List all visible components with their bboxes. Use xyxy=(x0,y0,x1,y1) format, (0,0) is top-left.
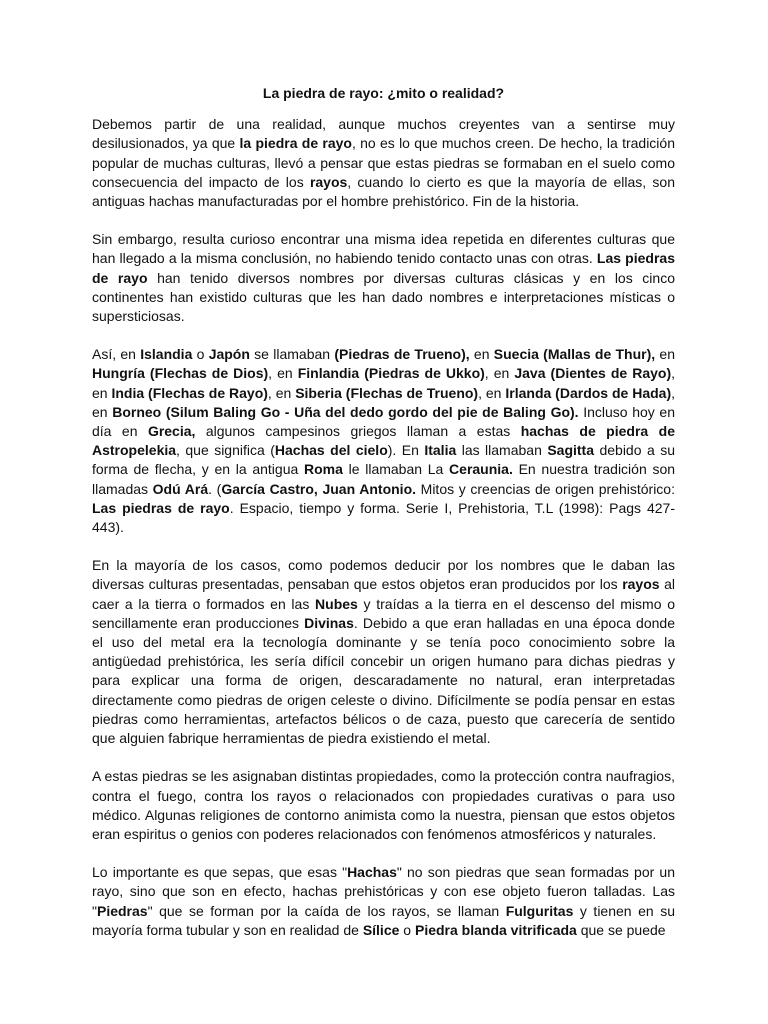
text-run: las llamaban xyxy=(456,442,548,459)
text-run: En la mayoría de los casos, como podemos deducir por los nombres que le daban las diversas culturas presentadas, pensaban que estos objetos eran producidos por los xyxy=(92,557,675,593)
bold-text: Hachas xyxy=(347,864,397,881)
text-run: Mitos y creencias de origen prehistórico: xyxy=(416,480,675,497)
text-run: , en xyxy=(92,384,676,420)
text-run: , no es lo que muchos creen. De hecho, la tradición popular de muchas culturas, llevó a pensar que estas piedras se formaban en el suelo como consecuencia del impacto de los xyxy=(92,135,675,190)
body-paragraph xyxy=(92,767,675,844)
text-run: , cuando lo cierto es que la mayoría de ellas, son antiguas hachas manufacturadas por el hombre prehistórico. Fin de la historia. xyxy=(92,173,675,210)
text-run: Incluso hoy en día en xyxy=(92,403,675,440)
bold-text: Piedra blanda vitrificada xyxy=(414,921,577,938)
text-run: . ( xyxy=(208,480,222,497)
text-run: que se puede xyxy=(576,921,666,938)
text-run: y tienen en su mayoría forma tubular y son en realidad de xyxy=(92,902,675,938)
text-run: Debemos partir de una realidad, aunque muchos creyentes van a sentirse muy desilusionados, ya que xyxy=(92,116,675,152)
text-run: En nuestra tradición son llamadas xyxy=(92,461,676,497)
text-run: en xyxy=(655,346,675,363)
bold-text: Java (Dientes de Rayo) xyxy=(514,365,672,382)
text-run: ). En xyxy=(387,442,425,459)
bold-text: Sagitta xyxy=(547,442,595,459)
bold-text: Finlandia (Piedras de Ukko) xyxy=(297,365,485,382)
bold-text: Hungría (Flechas de Dios) xyxy=(92,365,269,382)
bold-text: Divinas xyxy=(304,614,354,631)
bold-text: rayos xyxy=(309,173,348,190)
bold-text: Roma xyxy=(304,461,343,478)
text-run: al caer a la tierra o formados en las xyxy=(92,576,675,612)
bold-text: Fulguritas xyxy=(505,902,574,919)
bold-text: Siberia (Flechas de Trueno) xyxy=(295,384,479,401)
text-run: algunos campesinos griegos llaman a estas xyxy=(195,423,521,440)
body-paragraph xyxy=(92,556,675,748)
text-run: se llamaban xyxy=(249,346,335,363)
text-run: o xyxy=(192,346,209,363)
text-run: A estas piedras se les asignaban distintas propiedades, como la protección contra naufragios, contra el fuego, contra los rayos o relacionados con propiedades curativas o para uso médico. Algunas religiones de contorno animista como la nuestra, piensan que estos objetos eran espiritus o genios con poderes relacionados con fenómenos atmosféricos y naturales. xyxy=(92,768,675,842)
text-run: , en xyxy=(478,384,506,401)
text-run: le llamaban La xyxy=(342,461,450,478)
body-paragraph xyxy=(92,345,675,537)
text-run: o xyxy=(399,921,415,938)
body-paragraph xyxy=(92,115,675,211)
bold-text: Nubes xyxy=(315,595,358,612)
text-run: en xyxy=(469,346,494,363)
bold-text: la piedra de rayo xyxy=(239,135,352,152)
body-paragraph xyxy=(92,230,675,326)
bold-text: Suecia (Mallas de Thur), xyxy=(493,346,656,363)
text-run: y traídas a la tierra en el descenso del mismo o sencillamente eran producciones xyxy=(92,595,675,631)
bold-text: Sílice xyxy=(362,921,400,938)
document-page xyxy=(92,84,675,959)
text-run: " que se forman por la caída de los rayos, se llaman xyxy=(147,902,506,919)
bold-text: Hachas del cielo xyxy=(274,442,388,459)
text-run: . Debido a que eran halladas en una época donde el uso del metal era la tecnología dominante y se tenía poco conocimiento sobre la antigüedad prehistórica, les sería difícil concebir un origen humano para dichas piedras y para explicar una forma de origen, descaradamente no natural, eran interpretadas directamente como piedras de origen celeste o divino. Difícilmente se podía pensar en estas piedras como herramientas, artefactos bélicos o de caza, puesto que carecería de sentido que alguien fabrique herramientas de piedra existiendo el metal. xyxy=(92,614,675,747)
bold-text: rayos xyxy=(622,576,660,593)
bold-text: Japón xyxy=(208,346,250,363)
text-run: Sin embargo, resulta curioso encontrar una misma idea repetida en diferentes culturas que han llegado a la misma conclusión, no habiendo tenido contacto unas con otras. xyxy=(92,231,675,267)
bold-text: Grecia, xyxy=(147,423,196,440)
text-run: , en xyxy=(484,365,515,382)
bold-text: hachas de piedra de Astropelekia xyxy=(92,423,675,459)
bold-text: García Castro, Juan Antonio. xyxy=(221,480,417,497)
text-run: , en xyxy=(267,384,296,401)
bold-text: Odú Ará xyxy=(152,480,209,497)
bold-text: Las piedras de rayo xyxy=(92,250,675,286)
bold-text: Italia xyxy=(424,442,457,459)
text-run: " no son piedras que sean formadas por un rayo, sino que son en efecto, hachas prehistóricas y con ese objeto fueron talladas. Las " xyxy=(92,864,675,919)
body-paragraph xyxy=(92,863,675,940)
text-run: , en xyxy=(268,365,298,382)
bold-text: Ceraunia. xyxy=(449,461,513,478)
text-run: Lo importante es que sepas, que esas " xyxy=(92,864,348,881)
bold-text: India (Flechas de Rayo) xyxy=(111,384,268,401)
bold-text: Irlanda (Dardos de Hada) xyxy=(505,384,672,401)
text-run: debido a su forma de flecha, y en la antigua xyxy=(92,442,675,478)
text-run: , que significa ( xyxy=(176,442,275,459)
text-run: han tenido diversos nombres por diversas culturas clásicas y en los cinco continentes han existido culturas que les han dado nombres e interpretaciones místicas o supersticiosas. xyxy=(92,269,675,325)
bold-text: Piedras xyxy=(96,902,148,919)
bold-text: (Piedras de Trueno), xyxy=(334,346,470,363)
bold-text: Islandia xyxy=(140,346,193,363)
bold-text: Borneo (Silum Baling Go - Uña del dedo gordo del pie de Baling Go). xyxy=(112,403,579,420)
bold-text: Las piedras de rayo xyxy=(92,499,230,516)
text-run: Así, en xyxy=(92,346,141,363)
document-title: La piedra de rayo: ¿mito o realidad? xyxy=(262,85,505,101)
document-body xyxy=(92,115,675,940)
text-run: , en xyxy=(92,365,675,401)
text-run: . Espacio, tiempo y forma. Serie I, Prehistoria, T.L (1998): Pags 427-443). xyxy=(92,499,675,536)
